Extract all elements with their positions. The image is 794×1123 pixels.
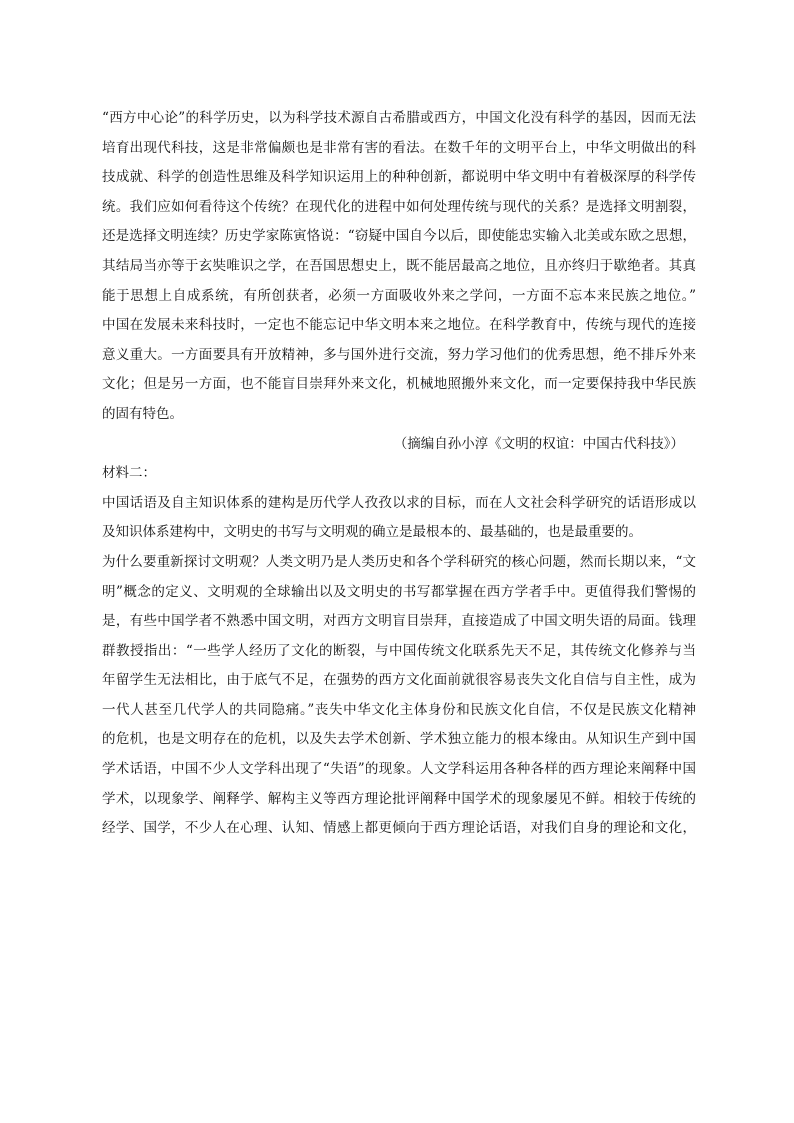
text-line: “西方中心论”的科学历史，以为科学技术源自古希腊或西方，中国文化没有科学的基因，因而无法 — [102, 110, 696, 126]
paragraph-2 — [102, 489, 696, 548]
text-line: 为什么要重新探讨文明观？人类文明乃是人类历史和各个学科研究的核心问题，然而长期以来，“文 — [102, 553, 696, 570]
text-line: 群教授指出：“一些学人经历了文化的断裂，与中国传统文化联系先天不足，其传统文化修养与当 — [102, 642, 696, 659]
document-body — [102, 104, 696, 844]
text-line: 统。我们应如何看待这个传统？在现代化的进程中如何处理传统与现代的关系？是选择文明割裂， — [102, 198, 696, 215]
text-line: 是，有些中国学者不熟悉中国文明，对西方文明盲目崇拜，直接造成了中国文明失语的局面。钱理 — [102, 613, 696, 630]
section-heading-material-2: 材料二： — [102, 465, 156, 482]
text-line: 的危机，也是文明存在的危机，以及失去学术创新、学术独立能力的根本缘由。从知识生产到中国 — [102, 731, 696, 748]
text-line: 其结局当亦等于玄奘唯识之学，在吾国思想史上，既不能居最高之地位，且亦终归于歇绝者。其真 — [102, 257, 696, 274]
text-line: 文化；但是另一方面，也不能盲目崇拜外来文化，机械地照搬外来文化，而一定要保持我中华民族 — [102, 376, 696, 393]
text-line: 学术话语，中国不少人文学科出现了“失语”的现象。人文学科运用各种各样的西方理论来阐释中国 — [102, 761, 696, 778]
text-line: 的固有特色。 — [102, 405, 183, 422]
text-line: 能于思想上自成系统，有所创获者，必须一方面吸收外来之学问，一方面不忘本来民族之地位。” — [102, 287, 696, 304]
text-line: 技成就、科学的创造性思维及科学知识运用上的种种创新，都说明中华文明中有着极深厚的科学传 — [102, 169, 696, 186]
text-line: 还是选择文明连续？历史学家陈寅恪说：“窃疑中国自今以后，即使能忠实输入北美或东欧之思想， — [102, 228, 696, 245]
text-line: 一代人甚至几代学人的共同隐痛。”丧失中华文化主体身份和民族文化自信，不仅是民族文化精神 — [102, 701, 696, 718]
text-line: 中国在发展未来科技时，一定也不能忘记中华文明本来之地位。在科学教育中，传统与现代的连接 — [102, 317, 696, 334]
text-line: 意义重大。一方面要具有开放精神，多与国外进行交流，努力学习他们的优秀思想，绝不排斥外来 — [102, 346, 696, 363]
text-line: 明”概念的定义、文明观的全球输出以及文明史的书写都掌握在西方学者手中。更值得我们警惕的 — [102, 583, 696, 600]
text-line: 年留学生无法相比，由于底气不足，在强势的西方文化面前就很容易丧失文化自信与自主性，成为 — [102, 672, 696, 689]
citation: （摘编自孙小淳《文明的权谊：中国古代科技》） — [393, 435, 684, 452]
paragraph-1 — [102, 104, 696, 430]
text-line: 学术，以现象学、阐释学、解构主义等西方理论批评阐释中国学术的现象屡见不鲜。相较于传统的 — [102, 790, 696, 807]
paragraph-3 — [102, 548, 696, 844]
text-line: 经学、国学，不少人在心理、认知、情感上都更倾向于西方理论话语，对我们自身的理论和文化， — [102, 820, 696, 837]
text-line: 中国话语及自主知识体系的建构是历代学人孜孜以求的目标，而在人文社会科学研究的话语形成以 — [102, 494, 696, 511]
text-line: 及知识体系建构中，文明史的书写与文明观的确立是最根本的、最基础的，也是最重要的。 — [102, 524, 642, 541]
text-line: 培育出现代科技，这是非常偏颇也是非常有害的看法。在数千年的文明平台上，中华文明做出的科 — [102, 139, 696, 156]
